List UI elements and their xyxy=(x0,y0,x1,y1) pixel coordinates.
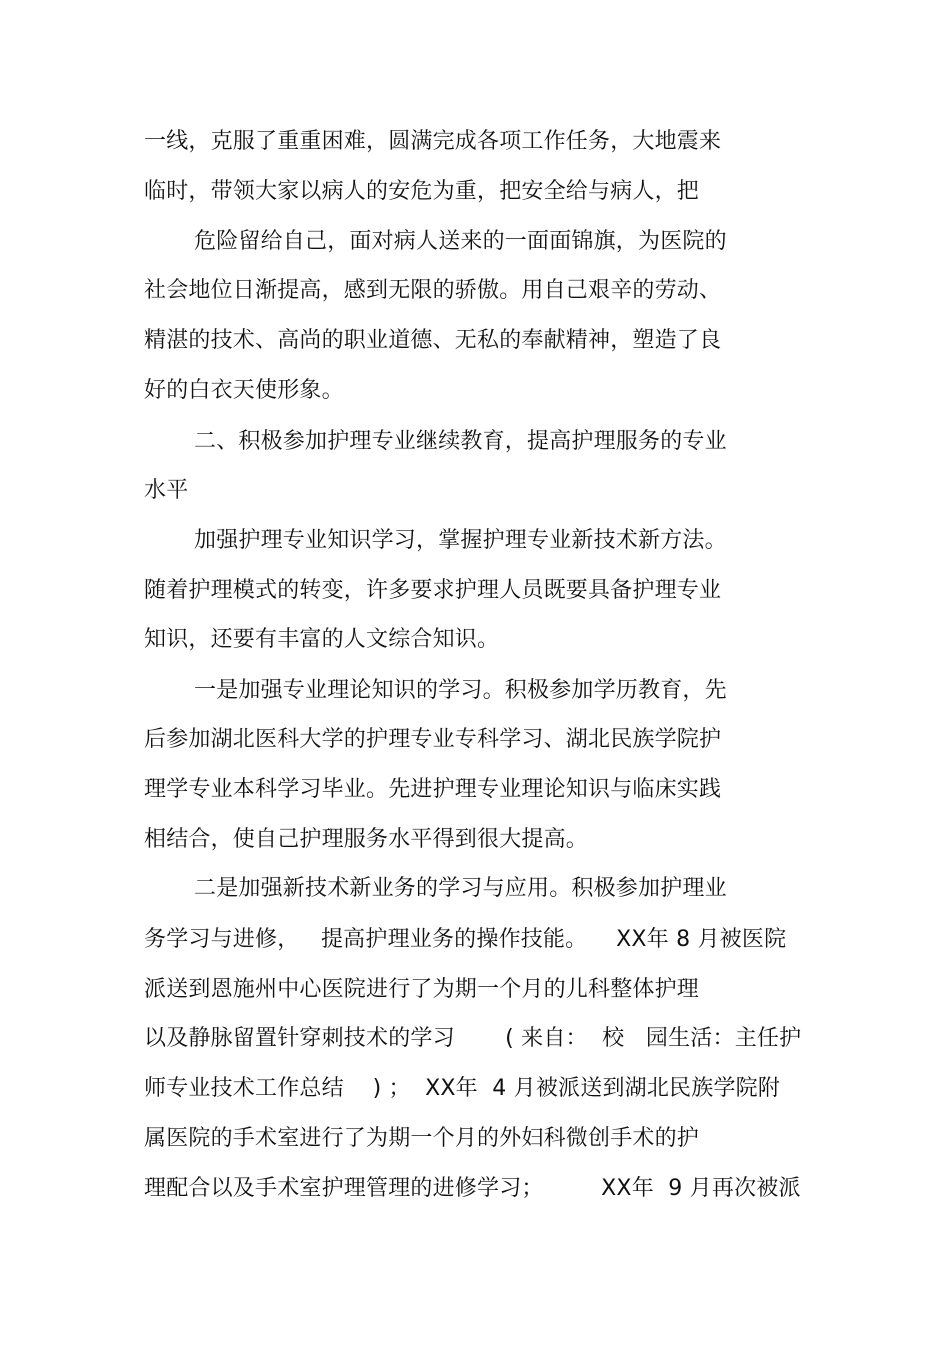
text-line: 以及静脉留置针穿刺技术的学习 ( 来自： 校 园生活：主任护 xyxy=(144,1026,802,1051)
text-line: 加强护理专业知识学习，掌握护理专业新技术新方法。 xyxy=(194,528,727,553)
text-line: 临时，带领大家以病人的安危为重，把安全给与病人，把 xyxy=(144,179,700,204)
text-line: 派送到恩施州中心医院进行了为期一个月的儿科整体护理 xyxy=(144,977,700,1002)
text-line: 一线，克服了重重困难，圆满完成各项工作任务，大地震来 xyxy=(144,129,722,154)
text-line: 知识，还要有丰富的人文综合知识。 xyxy=(144,627,500,652)
text-line: 理学专业本科学习毕业。先进护理专业理论知识与临床实践 xyxy=(144,777,722,802)
text-line: 相结合，使自己护理服务水平得到很大提高。 xyxy=(144,827,589,852)
text-line: 好的白衣天使形象。 xyxy=(144,378,344,403)
text-line: 二是加强新技术新业务的学习与应用。积极参加护理业 xyxy=(194,876,727,901)
text-line: 随着护理模式的转变，许多要求护理人员既要具备护理专业 xyxy=(144,578,722,603)
text-line: 社会地位日渐提高，感到无限的骄傲。用自己艰辛的劳动、 xyxy=(144,278,722,303)
text-line: 理配合以及手术室护理管理的进修学习； XX年 9 月再次被派 xyxy=(144,1176,801,1201)
text-line: 务学习与进修， 提高护理业务的操作技能。 XX年 8 月被医院 xyxy=(144,927,787,952)
section-heading: 二、积极参加护理专业继续教育，提高护理服务的专业 xyxy=(194,429,727,454)
text-line: 一是加强专业理论知识的学习。积极参加学历教育，先 xyxy=(194,678,727,703)
text-line: 后参加湖北医科大学的护理专业专科学习、湖北民族学院护 xyxy=(144,727,722,752)
text-line: 精湛的技术、高尚的职业道德、无私的奉献精神，塑造了良 xyxy=(144,328,722,353)
text-line: 属医院的手术室进行了为期一个月的外妇科微创手术的护 xyxy=(144,1126,700,1151)
section-heading-continuation: 水平 xyxy=(144,478,189,503)
text-line: 师专业技术工作总结 ) ； XX年 4 月被派送到湖北民族学院附 xyxy=(144,1076,781,1101)
text-line: 危险留给自己，面对病人送来的一面面锦旗，为医院的 xyxy=(194,229,727,254)
